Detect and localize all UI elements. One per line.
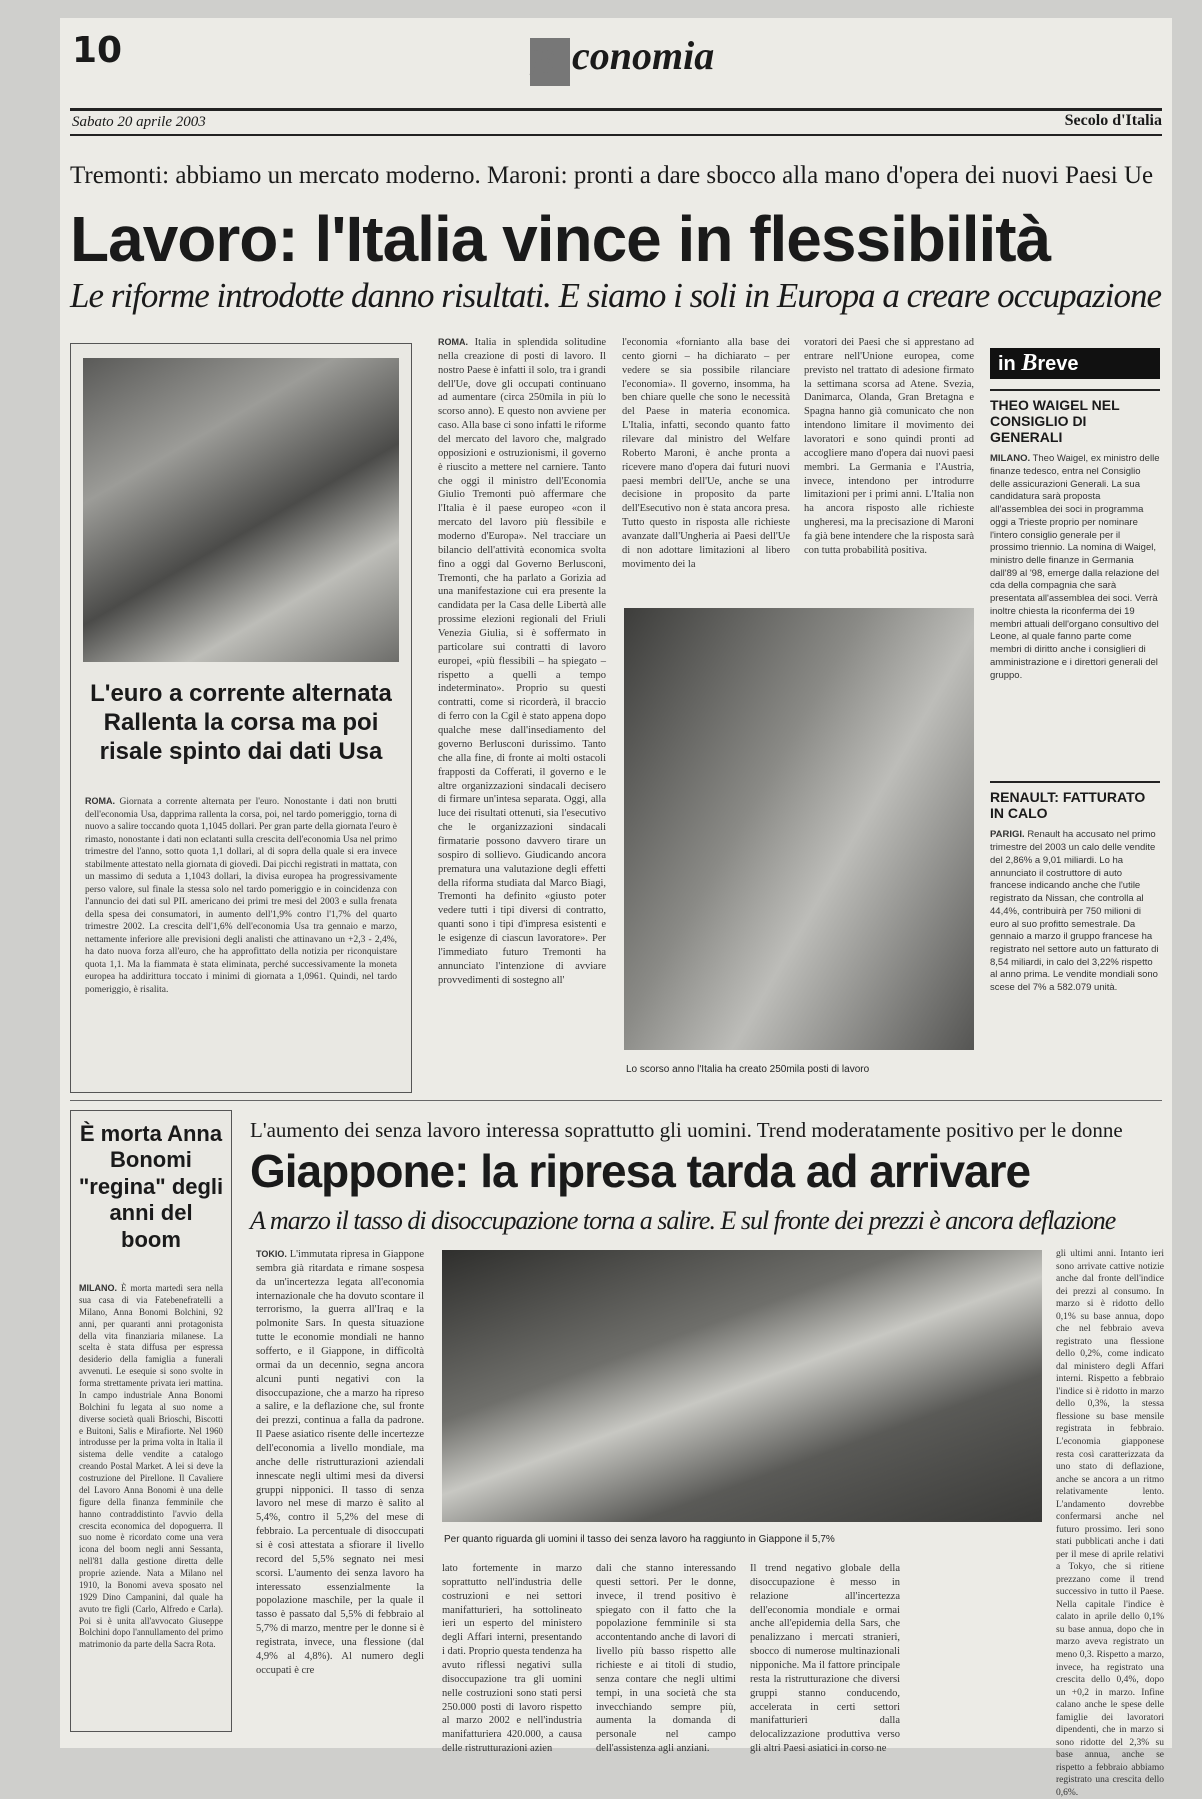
lead-body-column-3: [804, 336, 974, 598]
japan-text-2: lato fortemente in marzo soprattutto nell'industria delle costruzioni e nei settori manifatturieri, ha sottolineato ieri un esperto del ministero degli Affari interni, presentando i dati. Proprio questa tendenza ha avuto riflessi negativi sulla disoccupazione tra gli uomini nelle costruzioni sono stati persi 250.000 posti di lavoro rispetto al marzo 2002 e nell'industria manifatturiera 420.000, a causa delle ristrutturazioni azien: [442, 1563, 582, 1755]
in-breve-tag-initial: B: [1021, 350, 1038, 376]
lead-text-2: l'economia «fornianto alla base dei cento giorni – ha dichiarato – per vedere se sia possibile rilanciare l'economia». Il governo, insomma, ha ben chiare quelle che sono le necessità del Paese in materia economica. L'Italia, infatti, secondo quanto fatto rilevare dal ministro del Welfare Roberto Maroni, è anche pronta a ricevere mano d'opera dai futuri nuovi paesi membri dell'Ue, anche se una decisione in proposito da parte dell'Esecutivo non è stata ancora presa. Tutto questo in risposta alle richieste avanzate dall'Ungheria ai Paesi dell'Ue di non adottare limitazioni al libero movimento dei la: [622, 337, 790, 570]
euro-headline-line-3: risale spinto dai dati Usa: [99, 737, 383, 765]
lead-dateline: ROMA.: [438, 337, 468, 347]
section-title: [530, 32, 714, 86]
section-name: conomia: [572, 33, 715, 78]
section-initial: E: [530, 38, 570, 86]
japan-headline: Giappone: la ripresa tarda ad arrivare: [250, 1145, 1031, 1197]
japan-body-column-5: [1056, 1248, 1164, 1798]
obituary-text: È morta martedì sera nella sua casa di via Fatebenefratelli a Milano, Anna Bonomi Bolchini, 92 anni, per quaranti anni protagonista della vita finanziaria milanese. La scelta è stata diffusa per espressa desiderio della famiglia a funerali avvenuti. Le esequie si sono svolte in forma strettamente privata ieri mattina. In campo industriale Anna Bonomi Bolchini fu legata al suo nome a diverse società quali Brioschi, Biscotti e Buitoni, Salis e Mirafiorte. Nel 1960 introdusse per la prima volta in Italia il sistema delle vendite a catalogo creando Postal Market. A lei si deve la costruzione del Pirellone. Il Cavaliere del Lavoro Anna Bonomi è una delle figure della finanza femminile che hanno contraddistinto l'avvio della crescita economica del dopoguerra. Il suo nome è ricordato come una vera icona del boom negli anni Sessanta, nell'81 dalla gestione diretta delle proprie aziende. Nata a Milano nel 1910, la Bonomi aveva sposato nel 1929 Dino Campanini, dal quale ha avuto tre figli (Carlo, Alfredo e Carla). Poi si è unita all'avvocato Giuseppe Bolchini dopo l'annullamento del primo matrimonio da parte della Sacra Rota.: [79, 1283, 223, 1650]
japan-body-column-2: [442, 1562, 582, 1755]
japan-kicker: L'aumento dei senza lavoro interessa soprattutto gli uomini. Trend moderatamente positivo per le donne: [250, 1118, 1123, 1142]
japan-body-column-3: [596, 1562, 736, 1755]
lead-body-column-2: [622, 336, 790, 598]
obituary-body: [79, 1283, 223, 1723]
euro-banknotes-photo: [83, 358, 399, 662]
in-breve-sidebar: [990, 348, 1160, 1088]
breve-item-1-text: Theo Waigel, ex ministro delle finanze tedesco, entra nel Consiglio delle assicurazioni Generali. La sua candidatura sarà proposta all'assemblea dei soci in programma oggi a Trieste proprio per nominare l'intero consiglio generale per il prossimo triennio. La nomina di Waigel, ministro delle finanze in Germania dall'89 al '98, emerge dalla relazione del cda della compagnia che sarà presentata all'assemblea dei soci. Verrà inoltre chiesta la riconferma dei 19 membri attuali dell'organo consultivo del Leone, al quale fanno parte come membri di diritto anche i consiglieri di amministrazione e i direttori generali del gruppo.: [990, 453, 1160, 681]
breve-item-2-text: Renault ha accusato nel primo trimestre del 2003 un calo delle vendite del 2,86% a 9,01 miliardi. Lo ha annunciato il costruttore di auto francese indicando anche che l'utile registrato da Nissan, che controlla al 44,4%, contribuirà per 750 milioni di euro al suo profitto semestrale. Da gennaio a marzo il gruppo francese ha registrato nel settore auto un fatturato di 8,54 miliardi, in calo del 3,22% rispetto al anno prima. Le vendite mondiali sono scese del 7% a 582.079 unità.: [990, 829, 1159, 994]
obituary-dateline: MILANO.: [79, 1283, 117, 1293]
issue-date: Sabato 20 aprile 2003: [72, 114, 206, 130]
euro-text: Giornata a corrente alternata per l'euro. Nonostante i dati non brutti dell'economia Usa, dapprima rallenta la corsa, poi, nel tardo pomeriggio, torna di nuovo a salire toccando quota 1,1045 dollari. Per gran parte della giornata l'euro è rimasto, nonostante i dati non eclatanti sulla crescita dell'economia Usa nel primo trimestre del l'anno, sotto quota 1,1 dollari, al di sopra della quale si era invece stabilmente attestato nella giornata di giovedì. Dai picchi registrati in mattata, con un massimo di seduta a 1,1043 dollari, la divisa europea ha progressivamente perso valore, sul finale la stessa solo nel tardo pomeriggio e in coincidenza con l'annuncio dei dati sul PIL americano dei primi tre mesi del 2003 e sulla frenata della spesa dei consumatori, in aumento dell'1,9% contro l'1,7% del quarto trimestre 2002. La crescita dell'1,6% dell'economia Usa tra gennaio e marzo, nettamente inferiore alle previsioni degli analisti che attinavano un +2,3 - 2,4%, ha dato nuova forza all'euro, che ha approfittato della notizia per riconquistare quota 1,1. Ma la fiammata è stata eliminata, perché successivamente la moneta europea ha addirittura toccato i minimi di giornata a 1,0961. Quindi, nel tardo pomeriggio, è risalita.: [85, 797, 397, 995]
euro-body: [85, 796, 397, 1086]
car-assembly-line-photo: [442, 1250, 1042, 1522]
lead-headline: Lavoro: l'Italia vince in flessibilità: [70, 203, 1051, 275]
japan-dateline: TOKIO.: [256, 1249, 287, 1259]
newspaper-name: Secolo d'Italia: [1064, 112, 1162, 129]
obituary-box: [70, 1110, 232, 1732]
header-rule-bottom: [70, 134, 1162, 136]
in-breve-tag: [990, 348, 1160, 379]
lead-body-column-1: [438, 336, 606, 1091]
obituary-headline: È morta Anna Bonomi "regina" degli anni del boom: [78, 1121, 224, 1252]
euro-box: [70, 343, 412, 1093]
japan-subheadline: A marzo il tasso di disoccupazione torna a salire. E sul fronte dei prezzi è ancora deflazione: [250, 1206, 1116, 1235]
breve-rule: [990, 389, 1160, 391]
newspaper-page: [60, 18, 1172, 1798]
section-divider: [70, 1100, 1162, 1101]
japan-text-4: Il trend negativo globale della disoccupazione è messo in relazione all'incertezza dell'economia mondiale e ormai anche all'epidemia della Sars, che penalizzano i mercati stranieri, sbocco di numerose multinazionali nipponiche. Ma il fattore principale resta la ristrutturazione che diversi gruppi stanno conducendo, accelerata in certi settori manifatturieri dalla delocalizzazione produttiva verso gli altri Paesi asiatici in corso ne: [750, 1563, 900, 1755]
lead-text-3: voratori dei Paesi che si apprestano ad entrare nell'Unione europea, come previsto nel trattato di adesione firmato la settimana scorsa ad Atene. Svezia, Danimarca, Olanda, Gran Bretagna e Spagna hanno già comunicato che non intendono limitare il movimento dei lavoratori e sono quindi pronti ad accogliere mano d'opera dai nuovi paesi membri. La Germania e l'Austria, invece, intendono per introdurre limitazioni per i primi anni. L'Italia non ha ancora risposto alle richieste ungheresi, ma la precisazione di Maroni fa già bene intendere che la risposta sarà con tutta probabilità positiva.: [804, 337, 974, 556]
japan-photo-caption: Per quanto riguarda gli uomini il tasso dei senza lavoro ha raggiunto in Giappone il 5,7%: [444, 1534, 835, 1545]
lead-photo-caption: Lo scorso anno l'Italia ha creato 250mila posti di lavoro: [626, 1064, 870, 1075]
euro-headline: [79, 680, 403, 766]
in-breve-tag-prefix: in: [998, 353, 1016, 375]
breve-item-1-headline: THEO WAIGEL NEL CONSIGLIO DI GENERALI: [990, 397, 1120, 446]
breve-item-2-body: [990, 829, 1160, 1061]
page-number: 10: [72, 30, 123, 71]
lead-subheadline: Le riforme introdotte danno risultati. E siamo i soli in Europa a creare occupazione: [70, 276, 1162, 315]
breve-rule-2: [990, 781, 1160, 783]
factory-workers-photo: [624, 608, 974, 1050]
euro-dateline: ROMA.: [85, 796, 115, 806]
lead-text-1: Italia in splendida solitudine nella creazione di posti di lavoro. Il nostro Paese è infatti il solo, tra i grandi dell'Ue, dove gli occupati continuano ad aumentare (circa 250mila in più lo scorso anno). E questo non avviene per caso. Alla base ci sono infatti le riforme del mercato del lavoro che, malgrado opposizioni e ostruzionismi, il governo è riuscito a mettere nel carniere. Tanto che oggi il ministro dell'Economia Giulio Tremonti può affermare che l'Italia è il paese europeo «con il mercato del lavoro più flessibile e moderno d'Europa». Nel tracciare un bilancio dell'attività economica svolta fino a oggi dal Governo Berlusconi, Tremonti, che ha parlato a Gorizia ad una manifestazione cui era presente la candidata per la Casa delle Libertà alle prossime elezioni regionali del Friuli Venezia Giulia, si è soffermato in particolare sui contratti di lavoro europei, «più flessibili – ha spiegato – rispetto a quelli a tempo indeterminato». Proprio su questi contratti, come si ricorderà, il braccio di ferro con la Cgil è stato appena dopo qualche mese dall'insediamento del governo Berlusconi durissimo. Tanto che alla fine, di fronte ai molti ostacoli frapposti da Cofferati, il governo e le altre organizzazioni sindacali decisero di firmare un'intesa separata. Oggi, alla luce dei risultati ottenuti, sia l'esecutivo che le organizzazioni sindacali firmatarie possono davvero tirare un sospiro di sollievo. Giudicando ancora prematura una valutazione degli effetti della riforma studiata dal Marco Biagi, Tremonti ha definito «giusto poter vedere tutti i tipi diversi di contratto, quanti sono i tipi d'impresa esistenti e le esigenze di ciascun lavoratore». Per l'immediato futuro Tremonti ha annunciato l'intenzione di avviare provvedimenti di sostegno all': [438, 337, 606, 986]
euro-headline-line-1: L'euro a corrente alternata: [90, 680, 392, 707]
lead-kicker: Tremonti: abbiamo un mercato moderno. Maroni: pronti a dare sbocco alla mano d'opera dei nuovi Paesi Ue: [70, 162, 1154, 189]
japan-body-column-4: [750, 1562, 900, 1755]
japan-text-3: dali che stanno interessando questi settori. Per le donne, invece, il trend positivo è spiegato con il fatto che la popolazione femminile si sta accontentando anche di lavori di livello più basso rispetto alle richieste e ai titoli di studio, senza contare che negli ultimi tempi, in una società che sta invecchiando sempre più, aumenta la domanda di personale nel campo dell'assistenza agli anziani.: [596, 1563, 736, 1755]
breve-item-2-headline: RENAULT: FATTURATO IN CALO: [990, 789, 1146, 822]
japan-text-5: gli ultimi anni. Intanto ieri sono arrivate cattive notizie anche dal fronte dell'indice dei prezzi al consumo. In marzo si è ridotto dello 0,1% su base annua, dopo che nel febbraio aveva registrato una flessione dello 0,2%, come indicato dal ministero degli Affari interni. Rispetto a febbraio l'indice si è ridotto in marzo dello 0,3%, la stessa flessione su base mensile registrata in febbraio. L'economia giapponese resta così caratterizzata da uno stato di deflazione, anche se ancora a un ritmo relativamente lento. L'andamento dovrebbe confermarsi anche nel futuro prossimo. Ieri sono stati pubblicati anche i dati per il mese di aprile relativi a Tokyo, che si ritiene prezzano come il trend successivo in tutto il Paese. Nella capitale l'indice è calato in aprile dello 0,1% su base annua, dopo che in marzo aveva registrato un meno 0,3. Rispetto a marzo, invece, ha registrato una crescita dello 0,4%, dopo un +0,2 in marzo. Infine calano anche le spese delle famiglie dei lavoratori dipendenti, che in marzo si sono ridotte del 2,3% su base annua, anche se rispetto a febbraio abbiamo registrato una crescita dello 0,6%.: [1056, 1249, 1164, 1798]
breve-item-1-dateline: MILANO.: [990, 453, 1031, 465]
in-breve-tag-rest: reve: [1037, 353, 1079, 375]
japan-body-column-1: [256, 1248, 424, 1728]
breve-item-2-dateline: PARIGI.: [990, 829, 1025, 841]
euro-headline-line-2: Rallenta la corsa ma poi: [103, 708, 379, 736]
breve-item-1-body: [990, 453, 1160, 771]
header-rule: [70, 108, 1162, 111]
japan-text-1: L'immutata ripresa in Giappone sembra già ritardata e rimane sospesa da un'incertezza legata all'economia internazionale che ha dovuto scontare il terrorismo, la guerra all'Iraq e la polmonite Sars. In questa situazione tutte le economie mondiali ne hanno sofferto, e il Giappone, in difficoltà ormai da un decennio, segna ancora alcuni punti negativi con la disoccupazione, che a marzo ha ripreso a salire, e la deflazione che, sul fronte dei prezzi, continua a falla da padrone. Il Paese asiatico risente delle incertezze dell'economia a livello mondiale, ma anche delle ristrutturazioni aziendali innescate negli ultimi mesi da diversi gruppi nipponici. Il tasso di senza lavoro nel mese di marzo è salito al 5,4%, contro il 5,2% del mese di febbraio. La percentuale di disoccupati si è così attestata a sfiorare il livello record del 5,5% segnato nei mesi scorsi. L'aumento dei senza lavoro ha interessato essenzialmente la popolazione maschile, per la quale il tasso è passato dal 5,5% di febbraio al 5,7% di marzo, mentre per le donne si è registrata, invece, una flessione (dal 4,9% al 4,8%). Al numero degli occupati è cre: [256, 1249, 424, 1676]
